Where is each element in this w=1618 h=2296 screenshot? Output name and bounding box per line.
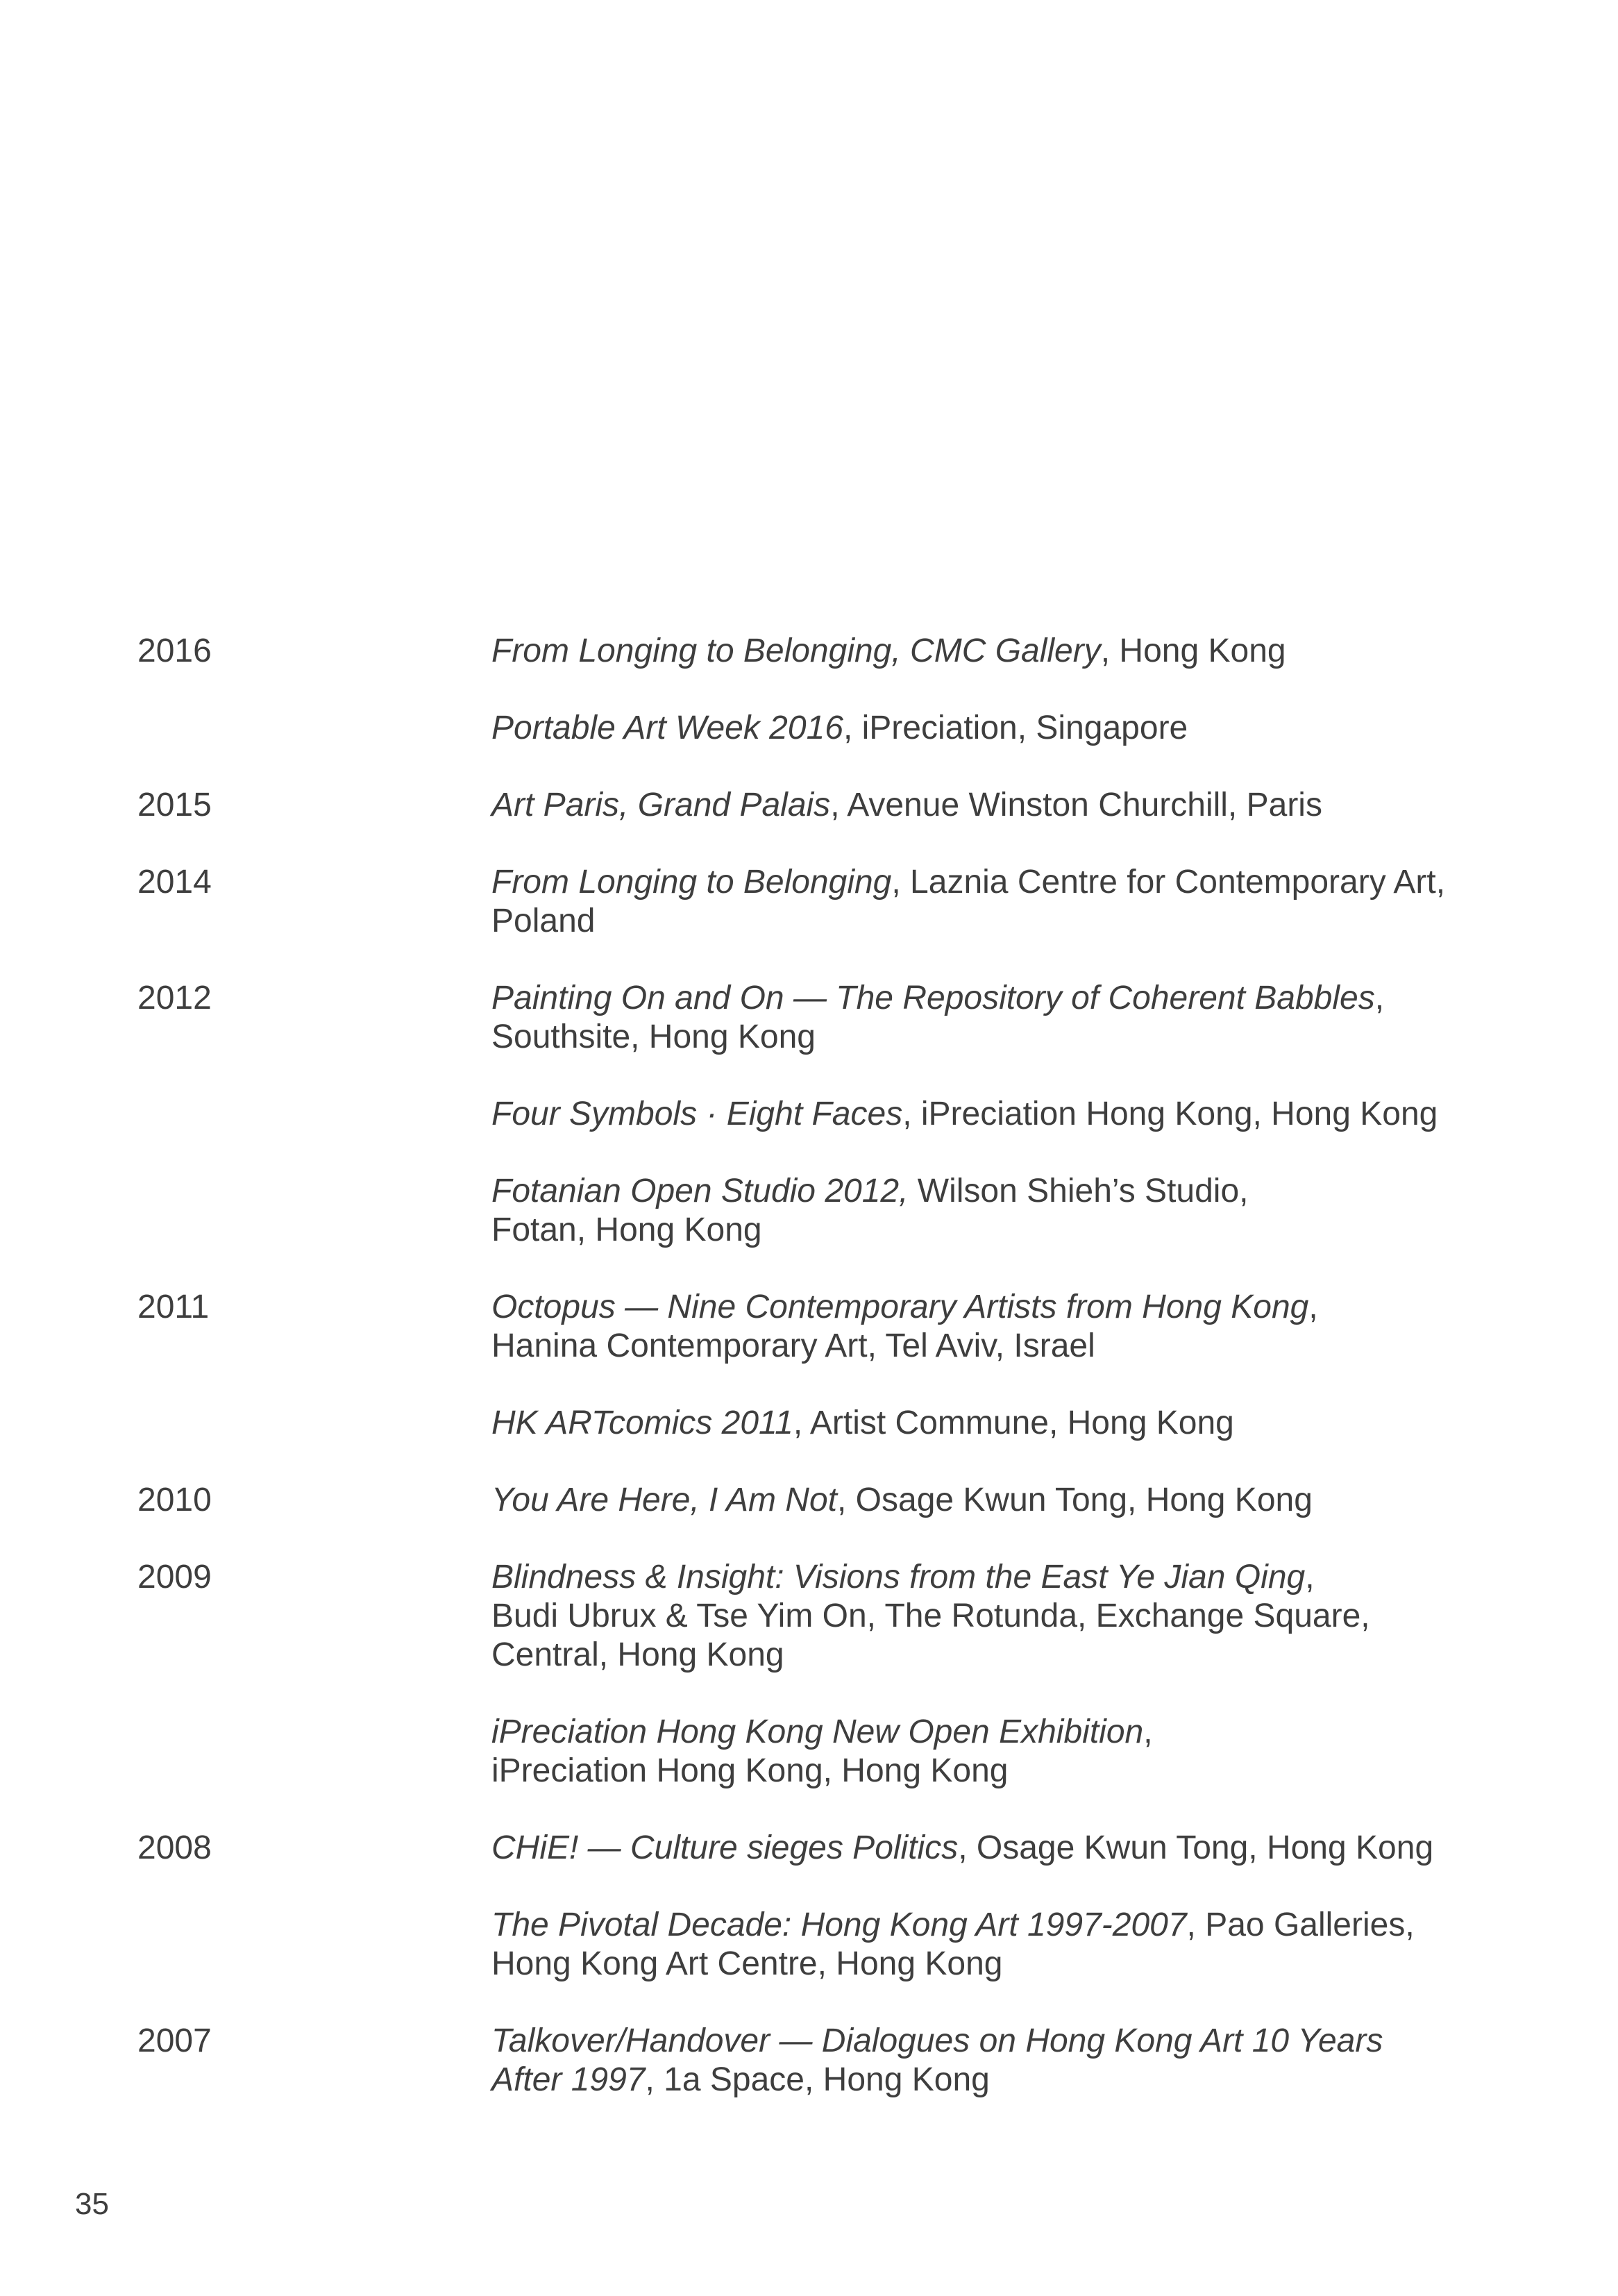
exhibition-title: Four Symbols · Eight Faces: [491, 1096, 903, 1132]
exhibition-venue: Budi Ubrux & Tse Yim On, The Rotunda, Exchange Square,: [491, 1598, 1370, 1634]
exhibition-description: [491, 2022, 1526, 2100]
description-line: [491, 1404, 1526, 1443]
exhibition-venue: , iPreciation, Singapore: [843, 710, 1188, 746]
page-number: 35: [75, 2187, 109, 2221]
exhibition-entry: [137, 786, 1512, 825]
exhibition-description: [491, 1288, 1526, 1366]
exhibition-venue: , Avenue Winston Churchill, Paris: [830, 787, 1322, 823]
description-line: [491, 1018, 1526, 1057]
exhibition-entry: [137, 1481, 1512, 1520]
exhibition-title: Octopus — Nine Contemporary Artists from Hong Kong: [491, 1289, 1309, 1325]
exhibition-description: [491, 709, 1526, 748]
exhibition-description: [491, 1095, 1526, 1134]
exhibition-year: 2007: [137, 2022, 212, 2059]
exhibition-entry: [137, 1829, 1512, 1868]
exhibition-title: Portable Art Week 2016: [491, 710, 843, 746]
exhibition-description: [491, 1558, 1526, 1675]
exhibition-title: The Pivotal Decade: Hong Kong Art 1997-2007: [491, 1907, 1187, 1943]
exhibition-description: [491, 632, 1526, 671]
exhibition-entry: [137, 979, 1512, 1057]
exhibition-year: 2014: [137, 864, 212, 900]
description-line: [491, 1481, 1526, 1520]
exhibition-venue: ,: [1374, 980, 1385, 1016]
exhibition-entry: [137, 1095, 1512, 1134]
exhibition-entry: [137, 1172, 1512, 1250]
exhibition-description: [491, 1404, 1526, 1443]
description-line: [491, 1906, 1526, 1945]
exhibition-description: [491, 786, 1526, 825]
exhibition-title: You Are Here, I Am Not: [491, 1482, 837, 1518]
description-line: [491, 2061, 1526, 2100]
exhibition-entry: [137, 1713, 1512, 1791]
exhibition-venue: ,: [1305, 1559, 1315, 1595]
exhibition-venue: Fotan, Hong Kong: [491, 1212, 762, 1248]
exhibition-description: [491, 1481, 1526, 1520]
exhibition-venue: iPreciation Hong Kong, Hong Kong: [491, 1752, 1009, 1789]
description-line: [491, 863, 1526, 902]
description-line: [491, 2022, 1526, 2061]
exhibition-description: [491, 1906, 1526, 1984]
description-line: [491, 1558, 1526, 1597]
exhibition-title: From Longing to Belonging: [491, 864, 892, 900]
exhibition-title: Fotanian Open Studio 2012,: [491, 1173, 909, 1209]
exhibition-venue: , Laznia Centre for Contemporary Art,: [891, 864, 1446, 900]
exhibition-entry: [137, 1288, 1512, 1366]
description-line: [491, 1945, 1526, 1984]
description-line: [491, 1172, 1526, 1211]
exhibition-title: After 1997: [491, 2061, 646, 2098]
description-line: [491, 1636, 1526, 1675]
exhibition-entry: [137, 1558, 1512, 1675]
exhibition-title: HK ARTcomics 2011: [491, 1405, 793, 1441]
exhibition-title: From Longing to Belonging, CMC Gallery: [491, 632, 1101, 669]
exhibition-description: [491, 863, 1526, 941]
exhibition-title: CHiE! — Culture sieges Politics: [491, 1829, 959, 1866]
exhibition-venue: , Hong Kong: [1100, 632, 1286, 669]
exhibition-venue: , Osage Kwun Tong, Hong Kong: [958, 1829, 1434, 1866]
exhibition-description: [491, 1713, 1526, 1791]
exhibition-venue: , Osage Kwun Tong, Hong Kong: [836, 1482, 1313, 1518]
description-line: [491, 786, 1526, 825]
description-line: [491, 632, 1526, 671]
description-line: [491, 979, 1526, 1018]
exhibition-entry: [137, 1906, 1512, 1984]
description-line: [491, 1288, 1526, 1327]
exhibition-venue: Hanina Contemporary Art, Tel Aviv, Israel: [491, 1327, 1095, 1364]
exhibition-venue: Central, Hong Kong: [491, 1636, 784, 1673]
exhibition-venue: Wilson Shieh’s Studio,: [908, 1173, 1249, 1209]
exhibition-year: 2016: [137, 632, 212, 669]
exhibition-title: iPreciation Hong Kong New Open Exhibition: [491, 1713, 1144, 1750]
exhibition-entry: [137, 1404, 1512, 1443]
description-line: [491, 1211, 1526, 1250]
description-line: [491, 709, 1526, 748]
exhibition-venue: Southsite, Hong Kong: [491, 1019, 816, 1055]
exhibition-venue: Poland: [491, 903, 596, 939]
exhibition-year: 2011: [137, 1289, 210, 1325]
exhibition-venue: , Artist Commune, Hong Kong: [793, 1405, 1234, 1441]
exhibition-title: Talkover/Handover — Dialogues on Hong Kong Art 10 Years: [491, 2022, 1383, 2059]
exhibition-title: Painting On and On — The Repository of Coherent Babbles: [491, 980, 1375, 1016]
exhibition-year: 2008: [137, 1829, 212, 1866]
exhibition-title: Art Paris, Grand Palais: [491, 787, 831, 823]
exhibition-year: 2015: [137, 787, 212, 823]
exhibition-year: 2012: [137, 980, 212, 1016]
exhibition-description: [491, 1829, 1526, 1868]
description-line: [491, 902, 1526, 941]
exhibition-entry: [137, 2022, 1512, 2100]
exhibition-year: 2009: [137, 1559, 212, 1595]
exhibition-venue: ,: [1143, 1713, 1153, 1750]
exhibition-title: Blindness & Insight: Visions from the East Ye Jian Qing: [491, 1559, 1306, 1595]
exhibition-entry: [137, 709, 1512, 748]
description-line: [491, 1752, 1526, 1791]
exhibition-venue: ,: [1308, 1289, 1318, 1325]
description-line: [491, 1597, 1526, 1636]
description-line: [491, 1829, 1526, 1868]
exhibition-description: [491, 979, 1526, 1057]
exhibition-list: [137, 632, 1512, 2138]
description-line: [491, 1327, 1526, 1366]
exhibition-venue: Hong Kong Art Centre, Hong Kong: [491, 1945, 1003, 1982]
exhibition-entry: [137, 632, 1512, 671]
description-line: [491, 1095, 1526, 1134]
exhibition-description: [491, 1172, 1526, 1250]
exhibition-venue: , 1a Space, Hong Kong: [645, 2061, 990, 2098]
exhibition-year: 2010: [137, 1482, 212, 1518]
exhibition-venue: , Pao Galleries,: [1186, 1907, 1415, 1943]
exhibition-entry: [137, 863, 1512, 941]
description-line: [491, 1713, 1526, 1752]
exhibition-venue: , iPreciation Hong Kong, Hong Kong: [902, 1096, 1438, 1132]
